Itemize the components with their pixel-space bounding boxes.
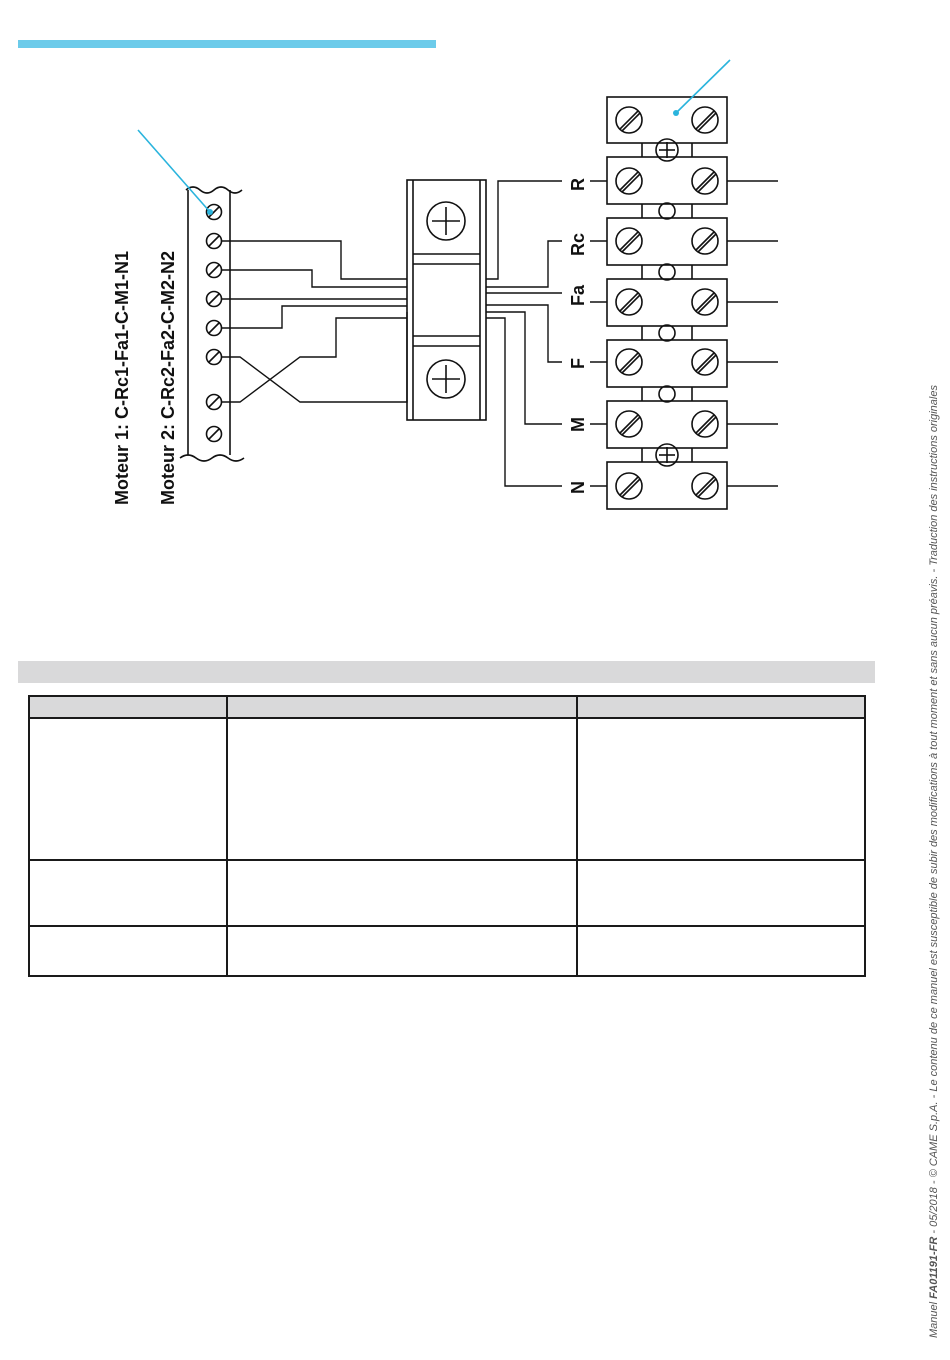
table-row (29, 860, 865, 926)
table-header-row (29, 696, 865, 718)
section-header-band (18, 661, 875, 683)
terminal-label-n: N (568, 481, 588, 494)
table-cell (29, 926, 227, 976)
motor-terminal-strip (180, 187, 244, 461)
table-row (29, 718, 865, 860)
terminal-label-r: R (568, 178, 588, 191)
connector-screw-top (427, 202, 465, 240)
motor-terminal-screws (207, 205, 222, 442)
table-header-cell (577, 696, 865, 718)
terminal-label-fa: Fa (568, 284, 588, 306)
terminal-labels (568, 178, 607, 494)
table-header-cell (227, 696, 577, 718)
spec-table (28, 695, 866, 977)
motor-strip-callout (138, 130, 213, 215)
terminal-label-m: M (568, 417, 588, 432)
table-cell (29, 860, 227, 926)
motor-1-label: Moteur 1: C-Rc1-Fa1-C-M1-N1 (112, 250, 132, 505)
footer-manual-prefix: Manuel (928, 1298, 940, 1338)
motor-2-label: Moteur 2: C-Rc2-Fa2-C-M2-N2 (158, 250, 178, 505)
footer-legal-note (928, 385, 940, 1338)
table-cell (577, 718, 865, 860)
table-cell (29, 718, 227, 860)
table-cell (577, 926, 865, 976)
central-connector (407, 180, 486, 420)
motor-wires (222, 241, 407, 402)
terminal-screws (616, 107, 718, 499)
terminal-connector-dots (656, 139, 678, 466)
table-cell (227, 926, 577, 976)
table-cell (227, 860, 577, 926)
terminal-label-rc: Rc (568, 232, 588, 256)
control-terminal-block (607, 97, 778, 509)
terminal-label-f: F (568, 358, 588, 369)
table-header-cell (29, 696, 227, 718)
table-cell (227, 718, 577, 860)
wiring-diagram (0, 0, 950, 560)
footer-legal-text: - 05/2018 - © CAME S.p.A. - Le contenu de ce manuel est susceptible de subir des modifications à tout moment et sans aucun préavis. - Traduction des instructions originales (928, 385, 940, 1237)
footer-manual-code: FA01191-FR (928, 1236, 940, 1299)
terminal-wires (486, 181, 562, 486)
connector-screw-bottom (427, 360, 465, 398)
table-row (29, 926, 865, 976)
terminal-output-leads (727, 181, 778, 486)
table-cell (577, 860, 865, 926)
